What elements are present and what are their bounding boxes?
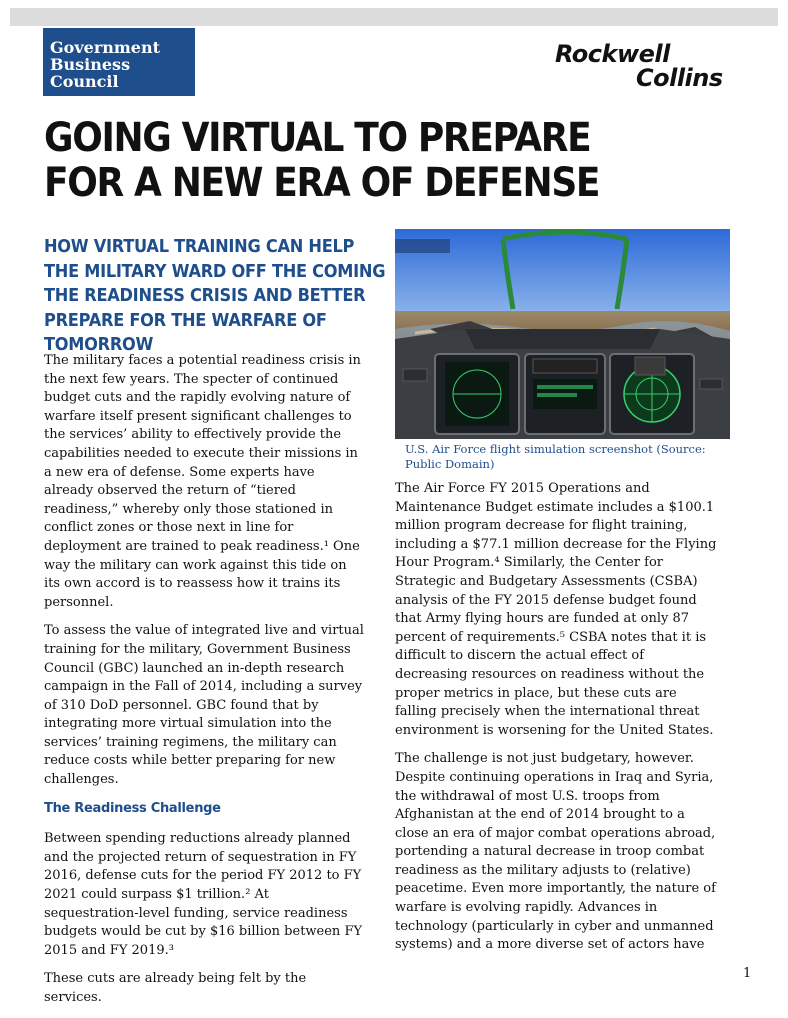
- figure-caption: U.S. Air Force flight simulation screenshot (Source: Public Domain): [405, 442, 706, 471]
- paragraph: The Air Force FY 2015 Operations and Maintenance Budget estimate includes a $100.1 million program decrease for flight training, including a $77.1 million decrease for the Flying Hour Program.⁴ Similarly, the Center for Strategic and Budgetary Assessments (CSBA) analysis of the FY 2015 defense budget found that Army flying hours are funded at only 87 percent of requirements.⁵ CSBA notes that it is difficult to discern the actual effect of decreasing resources on readiness without the proper metrics in place, but these cuts are falling precisely when the international threat environment is worsening for the United States.: [395, 481, 717, 738]
- paragraph: Between spending reductions already planned and the projected return of sequestration in FY 2016, defense cuts for the period FY 2012 to FY 2021 could surpass $1 trillion.² At sequestration-level funding, service readiness budgets would be cut by $16 billion between FY 2015 and FY 2019.³: [44, 831, 363, 958]
- gbc-logo-line: Business: [50, 55, 131, 74]
- right-column: [395, 480, 720, 965]
- gbc-logo-line: Council: [50, 72, 119, 91]
- gbc-logo-line: Government: [50, 38, 161, 57]
- rockwell-collins-logo: [553, 40, 739, 95]
- flight-simulator-photo: [395, 229, 730, 439]
- paragraph: The challenge is not just budgetary, however. Despite continuing operations in Iraq and Syria, the withdrawal of most U.S. troops from Afghanistan at the end of 2014 brought to a close an era of major combat operations abroad, portending a natural decrease in troop combat readiness as the military adjusts to (relative) peacetime. Even more importantly, the nature of warfare is evolving rapidly. Advances in technology (particularly in cyber and unmanned systems) and a more diverse set of actors have: [395, 751, 716, 953]
- paragraph: These cuts are already being felt by the services.: [44, 971, 307, 1005]
- page-subtitle: HOW VIRTUAL TRAINING CAN HELP THE MILITARY WARD OFF THE COMING THE READINESS CRISIS AND BETTER PREPARE FOR THE WARFARE OF TOMORROW: [44, 236, 386, 355]
- left-column: [44, 352, 366, 1018]
- logo-line: Collins: [636, 64, 723, 92]
- page-number: 1: [743, 966, 752, 981]
- gbc-logo: [43, 28, 195, 96]
- cockpit-illustration: [395, 229, 730, 439]
- logo-line: Rockwell: [555, 40, 670, 68]
- paragraph: To assess the value of integrated live and virtual training for the military, Government Business Council (GBC) launched an in-depth research campaign in the Fall of 2014, including a survey of 310 DoD personnel. GBC found that by integrating more virtual simulation into the services’ training regimens, the military can reduce costs while better preparing for new challenges.: [44, 623, 364, 788]
- section-heading: The Readiness Challenge: [44, 800, 221, 816]
- page-title: GOING VIRTUAL TO PREPARE FOR A NEW ERA OF DEFENSE: [44, 115, 600, 206]
- paragraph: The military faces a potential readiness crisis in the next few years. The specter of continued budget cuts and the rapidly evolving nature of warfare itself present significant challenges to the services’ ability to effectively provide the capabilities needed to execute their missions in a new era of defense. Some experts have already observed the return of “tiered readiness,” whereby only those stationed in conflict zones or those next in line for deployment are trained to peak readiness.¹ One way the military can work against this tide on its own accord is to reassess how it trains its personnel.: [44, 353, 361, 610]
- top-bar: [10, 8, 778, 26]
